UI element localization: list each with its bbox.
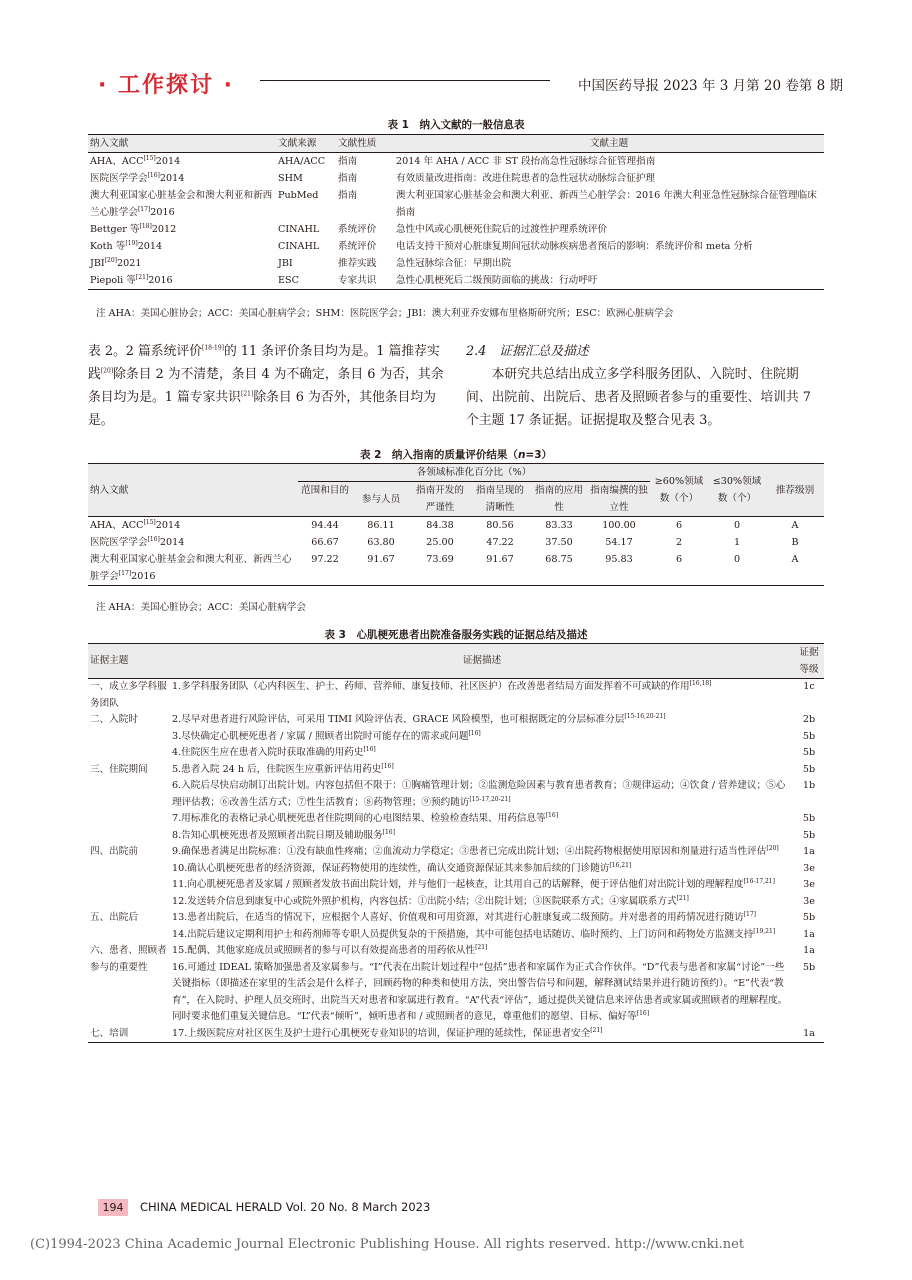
- table3-row: [88, 811, 824, 828]
- citation: [18-19]: [202, 344, 224, 352]
- citation: [16]: [636, 1009, 650, 1017]
- table1-source: SHM: [278, 173, 303, 184]
- table3-description: 6.入院后尽快启动制订出院计划。内容包括但不限于：①胸痛管理计划；②监测危险因素与教育患者教育；③规律运动；④饮食 / 营养建议；⑤心理评估教；⑥改善生活方式；⑦性生活教育；⑧药物管理；⑨预约随访[15-17,20-21]: [172, 780, 786, 808]
- table3-row: [88, 943, 824, 960]
- table3-level: 5b: [802, 730, 816, 742]
- table3-description: 11.向心肌梗死患者及家属 / 照顾者发放书面出院计划，并与他们一起核查，让其用自己的话解释，便于评估他们对出院计划的理解程度[16-17,21]: [172, 877, 775, 890]
- citation: [17]: [118, 569, 132, 577]
- body-paragraph-left: 表 2。2 篇系统评价[18-19]的 11 条评价条目均为是。1 篇推荐实践[20]除条目 2 为不清楚，条目 4 为不确定，条目 6 为否，其余条目均为是。1 篇专家共识[21]除条目 6 为否外，其他条目均为是。: [88, 344, 444, 428]
- citation: [16]: [147, 171, 160, 179]
- table3-description: 9.确保患者满足出院标准：①没有缺血性疼痛；②血流动力学稳定；③患者已完成出院计划；④出院药物根据使用原因和剂量进行适当性评估[20]: [172, 844, 779, 857]
- page-number: 194: [98, 1199, 128, 1216]
- table1-type: 推荐实践: [338, 258, 377, 269]
- table3-level: 5b: [802, 813, 816, 824]
- table3-row: [88, 762, 824, 779]
- table1-col-header: 纳入文献: [90, 138, 129, 149]
- table1-ref: Bettger 等[18]2012: [90, 222, 177, 235]
- table3-level: 2b: [802, 714, 816, 725]
- table3-description: 12.发送转介信息到康复中心或院外照护机构，内容包括：①出院小结；②出院计划；③医院联系方式；④家属联系方式[21]: [172, 894, 689, 907]
- table3-row: [88, 729, 824, 746]
- table2-value: 25.00: [426, 537, 454, 548]
- table2-value: 63.80: [367, 537, 395, 548]
- table1-source: JBI: [278, 258, 293, 269]
- table2-ref: 医院医学学会[16]2014: [90, 535, 185, 548]
- table1: [88, 134, 824, 290]
- table2-value: 37.50: [545, 537, 573, 548]
- table2-value: 66.67: [311, 537, 339, 548]
- citation: [16-17,21]: [743, 877, 775, 885]
- table1-row: [88, 170, 824, 187]
- citation: [19]: [125, 239, 138, 247]
- table2-value: 94.44: [311, 520, 339, 531]
- citation: [17]: [743, 910, 757, 918]
- table3-caption: 表 3 心肌梗死患者出院准备服务实践的证据总结及描述: [324, 629, 588, 641]
- table2-value: A: [791, 520, 799, 531]
- table1-row: [88, 238, 824, 255]
- citation: [19,21]: [753, 927, 776, 935]
- table3-level: 5b: [802, 912, 816, 923]
- table3-theme: 三、住院期间: [90, 763, 148, 775]
- table3-row: [88, 828, 824, 845]
- table1-row: [88, 272, 824, 290]
- table3-theme: 一、成立多学科服务团队: [90, 681, 167, 709]
- table3-row: [88, 679, 824, 713]
- table3-description: 4.住院医生应在患者入院时获取准确的用药史[16]: [172, 745, 376, 758]
- table2-value: 80.56: [486, 520, 514, 531]
- table1-type: 指南: [338, 156, 358, 167]
- table3-row: [88, 1026, 824, 1043]
- citation: [16]: [381, 762, 394, 770]
- table3-description: 1.多学科服务团队（心内科医生、护士、药师、营养师、康复技师、社区医护）在改善患者结局方面发挥着不可或缺的作用[16,18]: [172, 679, 712, 692]
- citation: [15]: [143, 518, 156, 526]
- table1-row: [88, 153, 824, 171]
- table2-value: 86.11: [367, 520, 395, 531]
- table3-row: [88, 861, 824, 878]
- table3-row: [88, 745, 824, 762]
- table2-col-header: 指南开发的严谨性: [416, 485, 464, 513]
- table2-col-header: 范围和目的: [301, 485, 349, 496]
- table1-col-header: 文献主题: [589, 138, 629, 149]
- table2-group-header: 各领域标准化百分比（%）: [298, 464, 650, 482]
- table2-value: 2: [675, 537, 683, 548]
- table2-value: 0: [733, 520, 741, 531]
- citation: [15-16,20-21]: [624, 712, 666, 720]
- table2-col-header: ≤30%领域数（个）: [712, 476, 762, 504]
- table3-row: [88, 894, 824, 911]
- table1-topic: 急性心肌梗死后二级预防面临的挑战：行动呼吁: [396, 275, 598, 286]
- table3-row: [88, 910, 824, 927]
- table3-description: 16.可通过 IDEAL 策略加强患者及家属参与。“I”代表在出院计划过程中“包括”患者和家属作为正式合作伙伴。“D”代表与患者和家属“讨论”一些关键指标（即描述在家里的生活会是什么样子，回顾药物的种类和使用方法，突出警告信号和问题，解释测试结果并进行随访预约）。“E”代表“教育”，在入院时、护理人员交班时、出院当天对患者和家属进行教育。“A”代表“评估”，通过提供关键信息来评估患者或家属或照顾者的理解程度。同时要求他们重复关键信息。“L”代表“倾听”，倾听患者和 / 或照顾者的意见，尊重他们的愿望、目标、偏好等[16]: [172, 961, 788, 1022]
- table2-value: 1: [733, 537, 741, 548]
- table3-level: 1a: [803, 846, 815, 857]
- table3-level: 3e: [803, 862, 815, 874]
- table3-theme: 五、出院后: [90, 912, 138, 923]
- table2-value: 83.33: [545, 520, 573, 531]
- section-heading: 2.4 证据汇总及描述: [466, 344, 589, 359]
- table2-col-header: 参与人员: [361, 493, 401, 505]
- citation: [21]: [590, 1026, 603, 1034]
- citation: [16,21]: [609, 861, 632, 869]
- table2-value: 100.00: [602, 520, 636, 531]
- table1-source: CINAHL: [278, 224, 320, 235]
- citation: [21]: [475, 943, 488, 951]
- table2-value: 68.75: [545, 554, 573, 565]
- table3-level: 5b: [802, 763, 816, 775]
- table2: [88, 463, 824, 586]
- table2-ref: AHA、ACC[15]2014: [90, 518, 181, 531]
- table3-level: 5b: [802, 747, 816, 758]
- table1-topic: 急性中风或心肌梗死住院后的过渡性护理系统评价: [396, 224, 608, 235]
- table3-level: 1c: [803, 681, 815, 692]
- table3-level: 3e: [803, 879, 815, 890]
- citation: [16]: [147, 535, 160, 543]
- citation: [16]: [382, 828, 395, 836]
- table2-row: [88, 534, 824, 551]
- table2-col-header: 指南呈现的清晰性: [476, 485, 524, 513]
- citation: [16]: [545, 811, 559, 819]
- table1-type: 指南: [338, 190, 358, 201]
- table3-col-header: 证据描述: [462, 654, 502, 666]
- table2-value: 91.67: [486, 554, 514, 565]
- table3-description: 3.尽快确定心肌梗死患者 / 家属 / 照顾者出院时可能存在的需求或问题[16]: [172, 729, 481, 742]
- table3-theme: 二、入院时: [90, 714, 138, 725]
- table3-row: [88, 960, 824, 1026]
- table1-topic: 2014 年 AHA / ACC 非 ST 段抬高急性冠脉综合征管理指南: [396, 156, 656, 167]
- citation: [15]: [143, 154, 156, 162]
- citation: [18]: [139, 222, 152, 230]
- table1-type: 系统评价: [338, 241, 377, 252]
- table3-row: [88, 927, 824, 944]
- citation: [21]: [676, 894, 689, 902]
- table3-theme: 四、出院前: [90, 846, 138, 857]
- section-title: · 工作探讨 ·: [98, 73, 235, 98]
- header-rule: [260, 80, 550, 81]
- table1-topic: 电话支持干预对心脏康复期间冠状动脉疾病患者预后的影响：系统评价和 meta 分析: [396, 241, 753, 252]
- table3-row: [88, 877, 824, 894]
- table1-col-header: 文献性质: [338, 138, 377, 149]
- table1-source: AHA/ACC: [278, 156, 326, 167]
- table3-description: 5.患者入院 24 h 后，住院医生应重新评估用药史[16]: [172, 762, 394, 775]
- table3-theme: 六、患者、照顾者参与的重要性: [90, 945, 167, 973]
- table3-level: 1a: [803, 928, 815, 940]
- table3-row: [88, 778, 824, 811]
- citation: [16]: [468, 729, 481, 737]
- table3-level: 3e: [803, 895, 815, 907]
- table2-value: 73.69: [426, 554, 454, 565]
- citation: [16]: [363, 745, 376, 753]
- journal-info: 中国医药导报 2023 年 3 月第 20 卷第 8 期: [578, 78, 844, 94]
- table2-col-header: 指南的应用性: [535, 485, 583, 513]
- citation: [21]: [240, 390, 254, 398]
- table2-value: 91.67: [367, 554, 395, 565]
- table3-description: 10.确认心肌梗死患者的经济资源，保证药物使用的连续性，确认交通资源保证其来参加后续的门诊随访[16,21]: [172, 861, 632, 874]
- table1-topic: 澳大利亚国家心脏基金会和澳大利亚、新西兰心脏学会：2016 年澳大利亚急性冠脉综合征管理临床指南: [396, 190, 817, 218]
- table2-col-header: 纳入文献: [90, 484, 129, 496]
- table1-ref: AHA、ACC[15]2014: [90, 154, 181, 167]
- table3-description: 13.患者出院后，在适当的情况下，应根据个人喜好、价值观和可用资源，对其进行心脏康复或二级预防。并对患者的用药情况进行随访[17]: [172, 910, 757, 923]
- table2-value: 47.22: [486, 537, 514, 548]
- table1-note: 注 AHA：美国心脏协会；ACC：美国心脏病学会；SHM：医院医学会；JBI：澳大利亚乔安娜布里格斯研究所；ESC：欧洲心脏病学会: [96, 308, 674, 319]
- table3-level: 5b: [802, 829, 816, 841]
- table2-value: 6: [675, 554, 683, 565]
- table3-level: 1a: [803, 1027, 815, 1039]
- table2-ref: 澳大利亚国家心脏基金会和澳大利亚、新西兰心脏学会[17]2016: [90, 554, 292, 582]
- table3-col-header: 证据等级: [799, 647, 819, 675]
- table2-col-header: 指南编撰的独立性: [590, 485, 648, 513]
- citation: [21]: [135, 273, 149, 281]
- table1-source: CINAHL: [278, 241, 320, 252]
- table2-value: 84.38: [426, 520, 454, 531]
- table3-row: [88, 844, 824, 861]
- table1-type: 专家共识: [338, 275, 377, 286]
- table3-description: 17.上级医院应对社区医生及护士进行心肌梗死专业知识的培训，保证护理的延续性，保证患者安全[21]: [172, 1026, 603, 1039]
- table2-value: 95.83: [605, 554, 633, 565]
- citation: [15-17,20-21]: [469, 795, 511, 803]
- citation: [17]: [137, 205, 151, 213]
- table2-note: 注 AHA：美国心脏协会；ACC：美国心脏病学会: [96, 602, 306, 613]
- table1-col-header: 文献来源: [278, 138, 317, 149]
- table3-row: [88, 712, 824, 729]
- table2-value: B: [791, 537, 799, 548]
- table3-description: 14.出院后建议定期利用护士和药剂师等专职人员提供复杂的干预措施，其中可能包括电话随访、临时预约、上门访问和药物处方监测支持[19,21]: [172, 927, 776, 940]
- citation: [20]: [100, 367, 114, 375]
- table3-description: 2.尽早对患者进行风险评估，可采用 TIMI 风险评估表、GRACE 风险模型，也可根据既定的分层标准分层[15-16,20-21]: [172, 712, 666, 725]
- table1-topic: 急性冠脉综合征：早期出院: [396, 258, 512, 269]
- table2-value: A: [791, 554, 799, 565]
- table2-col-header: 推荐级别: [775, 484, 815, 496]
- table3-level: 1b: [802, 780, 816, 791]
- table3-col-header: 证据主题: [90, 654, 129, 666]
- table3-theme: 七、培训: [90, 1027, 129, 1039]
- copyright-line: (C)1994-2023 China Academic Journal Electronic Publishing House. All rights reserved. http://www.cnki.net: [30, 1237, 745, 1252]
- body-paragraph-right: 本研究共总结出成立多学科服务团队、入院时、住院期间、出院前、出院后、患者及照顾者参与的重要性、培训共 7 个主题 17 条证据。证据提取及整合见表 3。: [466, 367, 811, 428]
- table2-row: [88, 551, 824, 586]
- table1-ref: 澳大利亚国家心脏基金会和澳大利亚和新西兰心脏学会[17]2016: [90, 190, 273, 218]
- table3-level: 5b: [802, 961, 816, 973]
- table2-value: 0: [733, 554, 741, 565]
- table2-value: 54.17: [605, 537, 633, 548]
- table3: [88, 643, 824, 1043]
- table2-row: [88, 517, 824, 535]
- table3-description: 15.配偶、其他家庭成员或照顾者的参与可以有效提高患者的用药依从性[21]: [172, 943, 488, 956]
- table1-row: [88, 255, 824, 272]
- table3-level: 1a: [803, 945, 815, 956]
- table1-topic: 有效质量改进指南：改进住院患者的急性冠状动脉综合征护理: [396, 173, 656, 184]
- citation: [16,18]: [689, 679, 712, 687]
- table1-source: ESC: [278, 275, 299, 286]
- table2-caption: 表 2 纳入指南的质量评价结果（n=3）: [359, 449, 553, 461]
- table1-row: [88, 221, 824, 238]
- table2-value: 6: [675, 520, 683, 531]
- citation: [20]: [104, 256, 118, 264]
- table1-type: 指南: [338, 173, 358, 184]
- table3-description: 7.用标准化的表格记录心肌梗死患者住院期间的心电图结果、检验检查结果、用药信息等[16]: [172, 811, 559, 824]
- table1-ref: JBI[20]2021: [90, 256, 142, 269]
- table1-ref: Piepoli 等[21]2016: [90, 273, 173, 286]
- table1-type: 系统评价: [338, 224, 377, 235]
- table1-source: PubMed: [278, 190, 319, 201]
- table2-value: 97.22: [311, 554, 339, 565]
- table2-col-header: ≥60%领域数（个）: [654, 476, 704, 504]
- table1-ref: 医院医学学会[16]2014: [90, 171, 185, 184]
- journal-footer: CHINA MEDICAL HERALD Vol. 20 No. 8 March 2023: [140, 1200, 431, 1214]
- table1-caption: 表 1 纳入文献的一般信息表: [387, 119, 525, 131]
- table1-row: [88, 187, 824, 221]
- table3-description: 8.告知心肌梗死患者及照顾者出院日期及辅助服务[16]: [172, 828, 395, 841]
- table1-ref: Koth 等[19]2014: [90, 239, 163, 252]
- citation: [20]: [766, 844, 779, 852]
